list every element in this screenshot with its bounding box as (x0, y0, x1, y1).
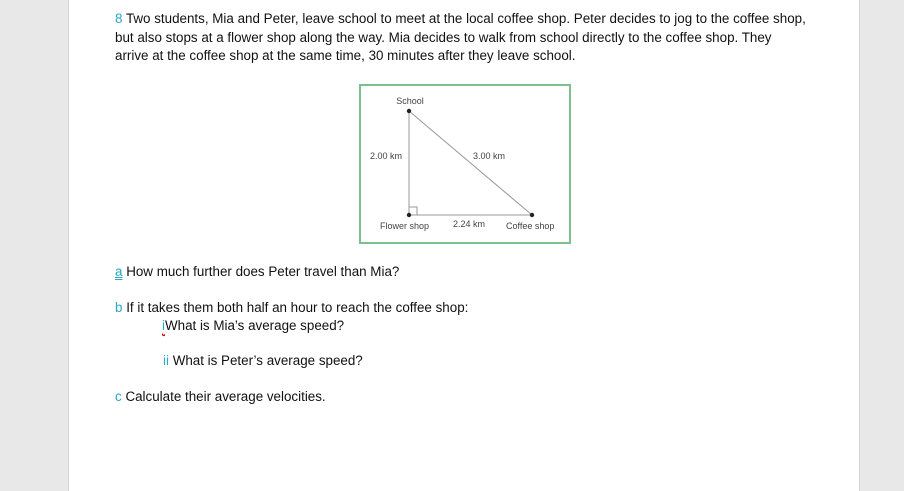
part-b-i (162, 317, 344, 336)
flower-shop-label: Flower shop (380, 221, 430, 231)
question-8-intro (115, 10, 835, 66)
school-point (407, 109, 411, 113)
question-number: 8 (115, 11, 123, 26)
part-b-ii (163, 352, 363, 371)
part-c-label: c (115, 389, 122, 404)
part-c (115, 388, 326, 407)
part-c-text: Calculate their average velocities. (125, 389, 326, 404)
question-text-line-1: Two students, Mia and Peter, leave school to meet at the local coffee shop. Peter decides to jog to the coffee shop, (125, 11, 806, 26)
flower-shop-point (407, 213, 411, 217)
coffee-shop-point (530, 213, 534, 217)
part-a-text: How much further does Peter travel than Mia? (126, 264, 400, 279)
document-page (68, 0, 860, 491)
hypotenuse-label: 3.00 km (473, 151, 506, 161)
part-b-ii-text: What is Peter’s average speed? (172, 353, 363, 368)
part-b-label: b (115, 300, 123, 315)
question-text-line-3: arrive at the coffee shop at the same time, 30 minutes after they leave school. (115, 48, 576, 63)
triangle-diagram (359, 84, 571, 244)
left-side-label: 2.00 km (370, 151, 403, 161)
school-to-coffee-line (409, 111, 532, 215)
part-b (115, 299, 468, 318)
coffee-shop-label: Coffee shop (506, 221, 555, 231)
part-a (115, 263, 399, 282)
school-label: School (396, 96, 424, 106)
part-b-i-label: i (162, 318, 165, 333)
part-a-label: a (115, 264, 123, 279)
bottom-side-label: 2.24 km (453, 219, 486, 229)
part-b-i-text: What is Mia’s average speed? (164, 318, 345, 333)
triangle-diagram-svg (361, 86, 569, 242)
question-text-line-2: but also stops at a flower shop along the way. Mia decides to walk from school directly to the coffee shop. They (115, 29, 772, 45)
part-b-ii-label: ii (163, 353, 169, 368)
part-b-text: If it takes them both half an hour to reach the coffee shop: (126, 300, 469, 315)
question-line-1 (115, 10, 835, 29)
